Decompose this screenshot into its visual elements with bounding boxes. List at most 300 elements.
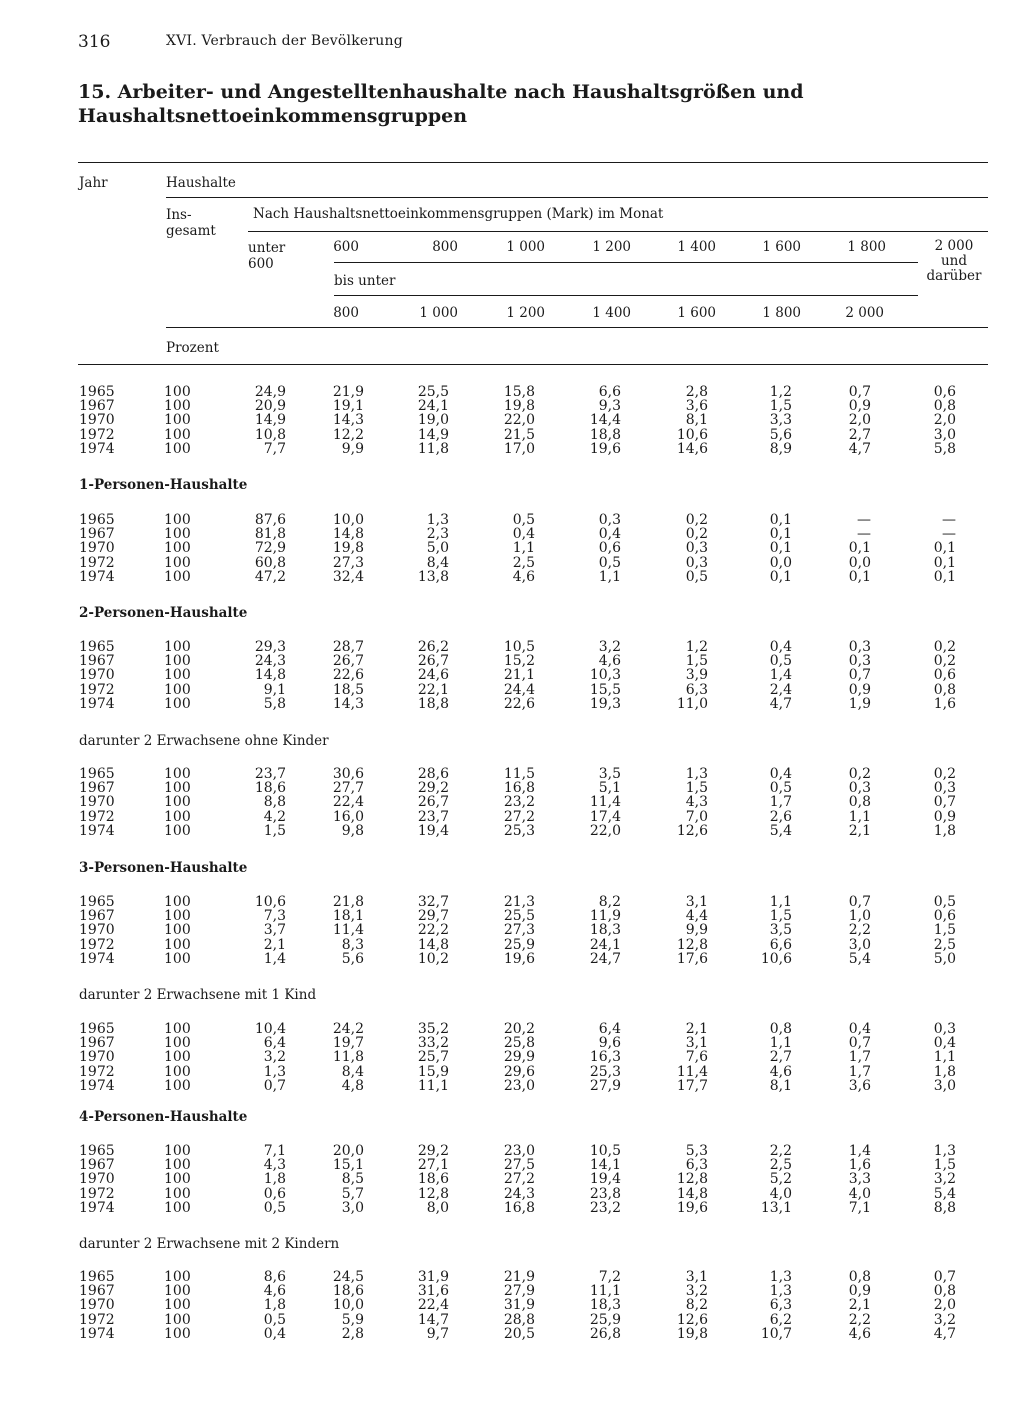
cell-value: 19,6: [589, 440, 621, 457]
cell-value: 3,2: [933, 1171, 956, 1188]
cell-value: 1,5: [769, 398, 792, 415]
cell-value: 0,4: [512, 526, 535, 543]
cell-value: 0,4: [848, 1021, 871, 1037]
cell-value: 3,2: [933, 1311, 956, 1328]
cell-value: 7,3: [263, 908, 286, 925]
cell-value: 27,9: [589, 1077, 621, 1094]
cell-total: 100: [164, 1157, 191, 1174]
cell-value: 0,1: [769, 526, 792, 543]
cell-value: 0,5: [263, 1199, 286, 1216]
header-bottom-rule: [78, 364, 988, 365]
cell-value: 25,3: [589, 1063, 621, 1080]
header-bis-unter: bis unter: [334, 273, 396, 289]
cell-value: 1,7: [848, 1049, 871, 1066]
cell-value: 19,3: [589, 695, 621, 712]
header-to-2: 1 000: [419, 305, 458, 321]
cell-value: 1,1: [933, 1049, 956, 1066]
cell-value: 26,7: [417, 653, 449, 670]
cell-value: 0,3: [685, 540, 708, 557]
cell-value: 0,9: [848, 398, 871, 415]
cell-value: 21,9: [503, 1269, 535, 1285]
cell-value: 1,4: [848, 1143, 871, 1159]
cell-value: 0,7: [848, 894, 871, 910]
cell-value: 3,2: [685, 1283, 708, 1300]
cell-value: 1,4: [263, 950, 286, 967]
cell-value: 10,6: [254, 894, 286, 910]
cell-total: 100: [164, 1199, 191, 1216]
cell-value: 6,3: [685, 681, 708, 698]
cell-value: 0,7: [848, 667, 871, 684]
cell-value: 0,1: [933, 554, 956, 571]
cell-value: 0,2: [933, 653, 956, 670]
cell-value: 0,9: [933, 808, 956, 825]
cell-year: 1967: [79, 653, 115, 670]
cell-value: 26,7: [417, 794, 449, 811]
cell-value: 3,6: [848, 1077, 871, 1094]
cell-value: 28,8: [503, 1311, 535, 1328]
cell-total: 100: [164, 894, 191, 910]
cell-value: 3,3: [848, 1171, 871, 1188]
cell-value: 1,1: [769, 894, 792, 910]
cell-value: 3,1: [685, 1035, 708, 1052]
cell-total: 100: [164, 568, 191, 585]
cell-year: 1972: [79, 808, 115, 825]
from-rule: [334, 262, 918, 263]
cell-value: 20,9: [254, 398, 286, 415]
cell-total: 100: [164, 1063, 191, 1080]
cell-value: 0,9: [848, 1283, 871, 1300]
cell-value: 10,6: [676, 426, 708, 443]
cell-value: 10,2: [417, 950, 449, 967]
cell-value: 6,6: [598, 384, 621, 400]
cell-value: 24,3: [254, 653, 286, 670]
cell-value: 32,4: [332, 568, 364, 585]
cell-value: 25,8: [503, 1035, 535, 1052]
cell-value: 0,5: [769, 780, 792, 797]
cell-value: —: [857, 526, 871, 543]
cell-value: 22,4: [417, 1297, 449, 1314]
cell-value: 27,3: [332, 554, 364, 571]
cell-value: 20,0: [332, 1143, 364, 1159]
cell-value: 4,6: [848, 1325, 871, 1342]
cell-value: 14,8: [417, 936, 449, 953]
cell-value: 1,7: [769, 794, 792, 811]
header-from-4: 1 200: [592, 239, 631, 255]
cell-value: 11,4: [589, 794, 621, 811]
cell-value: 0,1: [933, 540, 956, 557]
cell-value: 6,4: [598, 1021, 621, 1037]
cell-value: 1,5: [933, 1157, 956, 1174]
cell-value: 1,5: [685, 780, 708, 797]
cell-value: 24,1: [589, 936, 621, 953]
cell-value: 19,7: [332, 1035, 364, 1052]
cell-value: 12,6: [676, 822, 708, 839]
cell-value: 0,5: [685, 568, 708, 585]
cell-value: 20,2: [503, 1021, 535, 1037]
cell-value: 87,6: [254, 512, 286, 528]
running-head: XVI. Verbrauch der Bevölkerung: [166, 33, 403, 49]
cell-year: 1970: [79, 667, 115, 684]
top-rule: [78, 162, 988, 163]
cell-value: 4,6: [769, 1063, 792, 1080]
cell-value: 19,4: [589, 1171, 621, 1188]
cell-value: 1,7: [848, 1063, 871, 1080]
cell-value: 14,1: [589, 1157, 621, 1174]
cell-value: 0,3: [848, 639, 871, 655]
cell-value: 2,7: [848, 426, 871, 443]
cell-total: 100: [164, 1035, 191, 1052]
cell-value: 22,6: [332, 667, 364, 684]
cell-value: 5,6: [341, 950, 364, 967]
cell-value: 24,1: [417, 398, 449, 415]
cell-value: 27,2: [503, 1171, 535, 1188]
cell-value: 7,6: [685, 1049, 708, 1066]
cell-value: 14,8: [254, 667, 286, 684]
cell-value: 0,1: [769, 540, 792, 557]
cell-value: 10,5: [503, 639, 535, 655]
cell-year: 1972: [79, 426, 115, 443]
cell-year: 1974: [79, 1077, 115, 1094]
cell-total: 100: [164, 794, 191, 811]
cell-value: 0,1: [769, 512, 792, 528]
cell-value: 8,0: [426, 1199, 449, 1216]
cell-value: 14,3: [332, 695, 364, 712]
cell-value: 19,6: [503, 950, 535, 967]
cell-value: 14,4: [589, 412, 621, 429]
cell-value: 6,3: [685, 1157, 708, 1174]
groups-rule: [248, 231, 988, 232]
cell-value: 1,1: [512, 540, 535, 557]
cell-value: 0,5: [933, 894, 956, 910]
cell-year: 1974: [79, 440, 115, 457]
cell-value: 33,2: [417, 1035, 449, 1052]
cell-total: 100: [164, 653, 191, 670]
cell-value: 22,6: [503, 695, 535, 712]
cell-value: 1,1: [769, 1035, 792, 1052]
cell-value: 27,2: [503, 808, 535, 825]
section-label: 1-Personen-Haushalte: [79, 477, 248, 493]
cell-value: 2,2: [848, 922, 871, 939]
cell-value: 12,8: [676, 1171, 708, 1188]
cell-value: 24,3: [503, 1185, 535, 1202]
cell-value: 0,6: [933, 908, 956, 925]
cell-total: 100: [164, 780, 191, 797]
cell-value: 31,6: [417, 1283, 449, 1300]
cell-value: 3,5: [769, 922, 792, 939]
cell-total: 100: [164, 1049, 191, 1066]
cell-value: 5,8: [933, 440, 956, 457]
cell-total: 100: [164, 908, 191, 925]
cell-value: 3,2: [263, 1049, 286, 1066]
cell-total: 100: [164, 384, 191, 400]
cell-value: 10,7: [760, 1325, 792, 1342]
cell-value: 9,9: [341, 440, 364, 457]
cell-value: 14,9: [254, 412, 286, 429]
cell-value: 23,2: [589, 1199, 621, 1216]
cell-value: 23,7: [254, 766, 286, 782]
cell-value: 1,2: [685, 639, 708, 655]
cell-year: 1970: [79, 540, 115, 557]
cell-value: 4,4: [685, 908, 708, 925]
header-insgesamt: Ins- gesamt: [166, 207, 216, 239]
cell-value: 18,5: [332, 681, 364, 698]
header-unter-600: unter 600: [248, 240, 286, 272]
cell-year: 1965: [79, 512, 115, 528]
cell-value: 24,9: [254, 384, 286, 400]
cell-value: 2,2: [848, 1311, 871, 1328]
header-from-7: 1 800: [847, 239, 886, 255]
cell-value: 21,9: [332, 384, 364, 400]
cell-value: 8,1: [685, 412, 708, 429]
cell-value: 24,2: [332, 1021, 364, 1037]
cell-value: 12,8: [676, 936, 708, 953]
cell-value: 0,6: [933, 667, 956, 684]
cell-total: 100: [164, 681, 191, 698]
cell-value: 0,1: [848, 540, 871, 557]
cell-value: 3,2: [598, 639, 621, 655]
header-from-1: 600: [333, 239, 359, 255]
cell-value: 0,3: [848, 780, 871, 797]
cell-total: 100: [164, 1185, 191, 1202]
cell-value: 9,1: [263, 681, 286, 698]
cell-value: 20,5: [503, 1325, 535, 1342]
header-haushalte: Haushalte: [166, 175, 236, 191]
cell-value: 2,3: [426, 526, 449, 543]
cell-value: 2,7: [769, 1049, 792, 1066]
cell-total: 100: [164, 1021, 191, 1037]
cell-value: —: [857, 512, 871, 528]
cell-value: 60,8: [254, 554, 286, 571]
cell-value: 26,2: [417, 639, 449, 655]
cell-value: 7,0: [685, 808, 708, 825]
cell-value: 2,6: [769, 808, 792, 825]
cell-value: 17,0: [503, 440, 535, 457]
cell-value: 3,1: [685, 894, 708, 910]
cell-value: 12,6: [676, 1311, 708, 1328]
cell-value: 0,3: [685, 554, 708, 571]
cell-value: 0,5: [512, 512, 535, 528]
cell-value: 0,5: [769, 653, 792, 670]
cell-value: 2,1: [848, 1297, 871, 1314]
cell-value: 24,6: [417, 667, 449, 684]
cell-value: 1,8: [933, 822, 956, 839]
section-label: 2-Personen-Haushalte: [79, 605, 248, 621]
cell-value: 13,1: [760, 1199, 792, 1216]
cell-value: 1,3: [769, 1269, 792, 1285]
cell-value: 21,8: [332, 894, 364, 910]
cell-value: 1,3: [263, 1063, 286, 1080]
cell-value: 14,8: [676, 1185, 708, 1202]
section-label: 3-Personen-Haushalte: [79, 860, 248, 876]
header-last: 2 000 und darüber: [926, 238, 982, 284]
cell-year: 1970: [79, 1171, 115, 1188]
cell-value: 2,5: [512, 554, 535, 571]
cell-value: 8,3: [341, 936, 364, 953]
cell-value: 11,0: [676, 695, 708, 712]
cell-value: 3,0: [933, 426, 956, 443]
cell-value: 0,8: [769, 1021, 792, 1037]
cell-value: 1,3: [769, 1283, 792, 1300]
cell-value: 1,8: [933, 1063, 956, 1080]
haushalte-rule: [166, 197, 988, 198]
cell-value: 0,2: [848, 766, 871, 782]
cell-year: 1974: [79, 822, 115, 839]
cell-value: 21,5: [503, 426, 535, 443]
cell-value: 18,8: [417, 695, 449, 712]
cell-value: 11,8: [332, 1049, 364, 1066]
cell-value: 8,2: [685, 1297, 708, 1314]
cell-value: 1,5: [933, 922, 956, 939]
to-rule: [166, 327, 988, 328]
cell-value: 5,4: [933, 1185, 956, 1202]
cell-total: 100: [164, 936, 191, 953]
header-to-1: 800: [333, 305, 359, 321]
cell-value: 29,2: [417, 780, 449, 797]
cell-value: 2,1: [848, 822, 871, 839]
cell-value: 8,1: [769, 1077, 792, 1094]
cell-value: 5,9: [341, 1311, 364, 1328]
cell-value: 18,8: [589, 426, 621, 443]
cell-value: 29,2: [417, 1143, 449, 1159]
cell-value: 81,8: [254, 526, 286, 543]
cell-value: 4,3: [685, 794, 708, 811]
cell-total: 100: [164, 1077, 191, 1094]
cell-value: 8,2: [598, 894, 621, 910]
cell-value: 5,8: [263, 695, 286, 712]
cell-value: 28,7: [332, 639, 364, 655]
cell-value: 0,8: [933, 1283, 956, 1300]
cell-value: 23,0: [503, 1077, 535, 1094]
cell-value: 3,0: [848, 936, 871, 953]
cell-year: 1967: [79, 398, 115, 415]
cell-value: 5,0: [426, 540, 449, 557]
cell-value: 15,8: [503, 384, 535, 400]
cell-value: 0,0: [848, 554, 871, 571]
cell-value: 35,2: [417, 1021, 449, 1037]
cell-value: 4,0: [769, 1185, 792, 1202]
cell-value: 1,4: [769, 667, 792, 684]
cell-total: 100: [164, 440, 191, 457]
cell-year: 1967: [79, 908, 115, 925]
cell-total: 100: [164, 426, 191, 443]
cell-value: 27,3: [503, 922, 535, 939]
cell-value: 3,1: [685, 1269, 708, 1285]
cell-total: 100: [164, 512, 191, 528]
section-label: darunter 2 Erwachsene mit 1 Kind: [79, 987, 317, 1003]
cell-value: 2,1: [263, 936, 286, 953]
cell-year: 1965: [79, 384, 115, 400]
cell-total: 100: [164, 922, 191, 939]
cell-value: 25,9: [503, 936, 535, 953]
cell-value: 0,0: [769, 554, 792, 571]
cell-value: 25,5: [503, 908, 535, 925]
cell-value: 5,3: [685, 1143, 708, 1159]
cell-value: 5,2: [769, 1171, 792, 1188]
cell-value: 23,2: [503, 794, 535, 811]
cell-value: 6,4: [263, 1035, 286, 1052]
cell-value: 29,9: [503, 1049, 535, 1066]
cell-value: 32,7: [417, 894, 449, 910]
cell-value: 8,6: [263, 1269, 286, 1285]
cell-value: 7,2: [598, 1269, 621, 1285]
cell-value: 5,6: [769, 426, 792, 443]
header-prozent: Prozent: [166, 340, 219, 356]
cell-value: 0,8: [933, 398, 956, 415]
cell-total: 100: [164, 822, 191, 839]
header-from-6: 1 600: [762, 239, 801, 255]
cell-value: 1,2: [769, 384, 792, 400]
cell-value: 0,6: [933, 384, 956, 400]
cell-value: 18,3: [589, 922, 621, 939]
cell-value: 0,8: [848, 1269, 871, 1285]
cell-total: 100: [164, 398, 191, 415]
cell-value: 31,9: [417, 1269, 449, 1285]
cell-value: 15,9: [417, 1063, 449, 1080]
cell-total: 100: [164, 766, 191, 782]
header-to-4: 1 400: [592, 305, 631, 321]
cell-value: 11,1: [417, 1077, 449, 1094]
cell-value: 18,3: [589, 1297, 621, 1314]
cell-value: 14,3: [332, 412, 364, 429]
section-label: darunter 2 Erwachsene ohne Kinder: [79, 733, 329, 749]
cell-year: 1970: [79, 1049, 115, 1066]
cell-value: 0,2: [933, 766, 956, 782]
cell-value: 0,9: [848, 681, 871, 698]
cell-value: 15,1: [332, 1157, 364, 1174]
cell-value: 7,1: [263, 1143, 286, 1159]
cell-value: 18,6: [332, 1283, 364, 1300]
cell-value: 26,8: [589, 1325, 621, 1342]
cell-value: 29,7: [417, 908, 449, 925]
cell-value: 11,1: [589, 1283, 621, 1300]
cell-value: 9,7: [426, 1325, 449, 1342]
cell-value: 27,7: [332, 780, 364, 797]
cell-value: 16,8: [503, 780, 535, 797]
cell-value: 11,8: [417, 440, 449, 457]
table-title: 15. Arbeiter- und Angestelltenhaushalte nach Haushaltsgrößen und Haushaltsnettoeinkommensgruppen: [78, 81, 804, 127]
cell-value: 27,9: [503, 1283, 535, 1300]
cell-value: 47,2: [254, 568, 286, 585]
cell-value: 0,4: [769, 766, 792, 782]
cell-total: 100: [164, 950, 191, 967]
cell-value: 72,9: [254, 540, 286, 557]
cell-value: 8,9: [769, 440, 792, 457]
cell-year: 1972: [79, 554, 115, 571]
cell-value: 0,7: [848, 384, 871, 400]
cell-value: 1,6: [933, 695, 956, 712]
header-jahr: Jahr: [79, 175, 108, 191]
header-to-6: 1 800: [762, 305, 801, 321]
cell-total: 100: [164, 554, 191, 571]
cell-value: 13,8: [417, 568, 449, 585]
cell-total: 100: [164, 1297, 191, 1314]
cell-value: 9,8: [341, 822, 364, 839]
cell-value: 3,7: [263, 922, 286, 939]
cell-value: 24,7: [589, 950, 621, 967]
cell-value: 8,5: [341, 1171, 364, 1188]
cell-value: 4,2: [263, 808, 286, 825]
cell-value: 6,6: [769, 936, 792, 953]
cell-value: 4,8: [341, 1077, 364, 1094]
cell-total: 100: [164, 695, 191, 712]
cell-value: 14,8: [332, 526, 364, 543]
cell-value: 29,3: [254, 639, 286, 655]
cell-value: 24,5: [332, 1269, 364, 1285]
cell-value: 19,0: [417, 412, 449, 429]
cell-value: 22,0: [503, 412, 535, 429]
cell-value: 19,4: [417, 822, 449, 839]
cell-value: 5,7: [341, 1185, 364, 1202]
